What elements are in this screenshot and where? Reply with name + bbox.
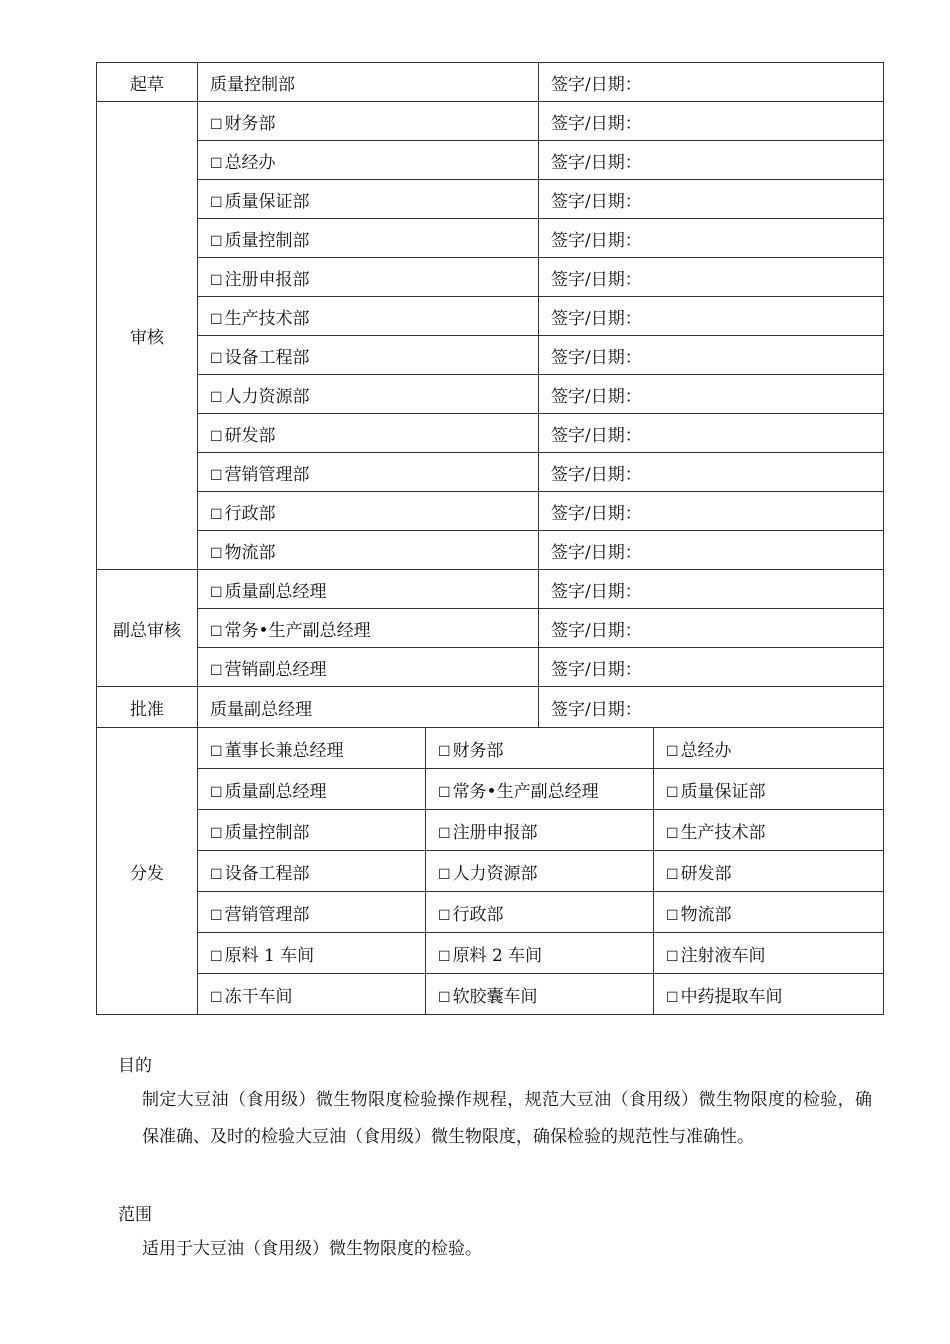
distribute-item[interactable] <box>426 728 654 769</box>
distribute-item[interactable] <box>426 933 654 974</box>
checkbox-icon[interactable]: ☐ <box>438 825 451 842</box>
review-dept-text: 研发部 <box>224 425 276 446</box>
checkbox-icon[interactable]: ☐ <box>210 155 223 172</box>
signature-date-cell[interactable] <box>539 258 884 297</box>
signature-date-cell[interactable] <box>539 609 884 648</box>
signature-date-cell-text: 签字/日期： <box>551 347 642 368</box>
checkbox-icon[interactable]: ☐ <box>438 989 451 1006</box>
review-dept[interactable] <box>198 531 539 570</box>
review-dept-text: 设备工程部 <box>224 347 310 368</box>
signature-date-cell[interactable] <box>539 219 884 258</box>
checkbox-icon[interactable]: ☐ <box>666 743 679 760</box>
checkbox-icon[interactable]: ☐ <box>210 506 223 523</box>
checkbox-icon[interactable]: ☐ <box>666 784 679 801</box>
checkbox-icon[interactable]: ☐ <box>210 623 223 640</box>
review-dept[interactable] <box>198 258 539 297</box>
table-row <box>97 974 884 1015</box>
checkbox-icon[interactable]: ☐ <box>210 825 223 842</box>
table-row <box>97 63 884 102</box>
distribute-item-text: 行政部 <box>452 904 504 925</box>
distribute-item-text: 质量控制部 <box>224 822 310 843</box>
checkbox-icon[interactable]: ☐ <box>438 866 451 883</box>
table-row <box>97 453 884 492</box>
review-dept[interactable] <box>198 102 539 141</box>
signature-date-cell[interactable] <box>539 414 884 453</box>
checkbox-icon[interactable]: ☐ <box>666 989 679 1006</box>
approval-table <box>96 62 884 1015</box>
signature-date-cell-text: 签字/日期： <box>551 542 642 563</box>
signature-date-cell-text: 签字/日期： <box>551 659 642 680</box>
table-row <box>97 336 884 375</box>
vp-review-person-text: 质量副总经理 <box>224 581 327 602</box>
table-row <box>97 180 884 219</box>
distribute-item-text: 生产技术部 <box>680 822 766 843</box>
distribute-item[interactable] <box>198 892 426 933</box>
checkbox-icon[interactable]: ☐ <box>210 743 223 760</box>
distribute-item-text: 质量保证部 <box>680 781 766 802</box>
distribute-item-text: 营销管理部 <box>224 904 310 925</box>
draft-dept-text: 质量控制部 <box>210 74 295 95</box>
vp-review-person[interactable] <box>198 570 539 609</box>
table-row <box>97 851 884 892</box>
review-dept-text: 营销管理部 <box>224 464 310 485</box>
signature-date-cell[interactable] <box>539 297 884 336</box>
checkbox-icon[interactable]: ☐ <box>210 907 223 924</box>
distribute-item[interactable] <box>654 892 884 933</box>
distribute-item-text: 常务•生产副总经理 <box>452 781 599 802</box>
signature-date-cell-text: 签字/日期： <box>551 269 642 290</box>
distribute-item-text: 原料 2 车间 <box>452 945 543 966</box>
table-row <box>97 892 884 933</box>
review-dept[interactable] <box>198 453 539 492</box>
checkbox-icon[interactable]: ☐ <box>210 545 223 562</box>
approve-person <box>198 687 539 728</box>
distribute-item[interactable] <box>426 810 654 851</box>
review-dept[interactable] <box>198 336 539 375</box>
distribute-item-text: 注册申报部 <box>452 822 538 843</box>
distribute-item-text: 财务部 <box>452 740 504 761</box>
table-row <box>97 687 884 728</box>
distribute-item[interactable] <box>198 933 426 974</box>
review-dept-text: 质量控制部 <box>224 230 310 251</box>
purpose-heading: 目的 <box>118 1056 152 1076</box>
signature-date-cell-text: 签字/日期： <box>551 308 642 329</box>
review-dept[interactable] <box>198 180 539 219</box>
distribute-item-text: 总经办 <box>680 740 732 761</box>
review-label-text: 审核 <box>130 328 164 348</box>
signature-date-cell[interactable] <box>539 570 884 609</box>
checkbox-icon[interactable]: ☐ <box>210 784 223 801</box>
distribute-item[interactable] <box>198 728 426 769</box>
distribute-item-text: 设备工程部 <box>224 863 310 884</box>
distribute-item[interactable] <box>654 810 884 851</box>
draft-dept <box>198 63 539 102</box>
review-dept-text: 注册申报部 <box>224 269 310 290</box>
checkbox-icon[interactable]: ☐ <box>438 743 451 760</box>
distribute-item[interactable] <box>198 851 426 892</box>
signature-date-cell-text: 签字/日期： <box>551 191 642 212</box>
distribute-item-text: 研发部 <box>680 863 732 884</box>
signature-date-cell[interactable] <box>539 180 884 219</box>
scope-heading: 范围 <box>118 1205 152 1225</box>
vp-review-label <box>97 570 198 687</box>
review-dept-text: 质量保证部 <box>224 191 310 212</box>
distribute-item[interactable] <box>654 728 884 769</box>
checkbox-icon[interactable]: ☐ <box>438 948 451 965</box>
scope-text: 适用于大豆油（食用级）微生物限度的检验。 <box>142 1239 482 1259</box>
table-row <box>97 375 884 414</box>
checkbox-icon[interactable]: ☐ <box>210 467 223 484</box>
checkbox-icon[interactable]: ☐ <box>210 989 223 1006</box>
table-row <box>97 531 884 570</box>
table-row <box>97 570 884 609</box>
signature-date-cell-text: 签字/日期： <box>551 581 642 602</box>
distribute-item-text: 软胶囊车间 <box>452 986 538 1007</box>
distribute-item-text: 董事长兼总经理 <box>224 740 344 761</box>
checkbox-icon[interactable]: ☐ <box>438 907 451 924</box>
checkbox-icon[interactable]: ☐ <box>210 350 223 367</box>
review-dept-text: 物流部 <box>224 542 276 563</box>
distribute-item[interactable] <box>198 769 426 810</box>
signature-date-cell-text: 签字/日期： <box>551 503 642 524</box>
distribute-item[interactable] <box>654 933 884 974</box>
signature-date-cell[interactable] <box>539 648 884 687</box>
signature-date-cell[interactable] <box>539 63 884 102</box>
checkbox-icon[interactable]: ☐ <box>210 194 223 211</box>
distribute-item-text: 注射液车间 <box>680 945 766 966</box>
signature-date-cell[interactable] <box>539 102 884 141</box>
vp-review-label-text: 副总审核 <box>113 620 181 641</box>
distribute-item[interactable] <box>426 769 654 810</box>
review-dept-text: 总经办 <box>224 152 276 173</box>
checkbox-icon[interactable]: ☐ <box>210 233 223 250</box>
signature-date-cell-text: 签字/日期： <box>551 464 642 485</box>
checkbox-icon[interactable]: ☐ <box>210 272 223 289</box>
review-dept-text: 行政部 <box>224 503 276 524</box>
table-row <box>97 728 884 769</box>
table-row <box>97 609 884 648</box>
checkbox-icon[interactable]: ☐ <box>210 948 223 965</box>
distribute-item[interactable] <box>654 769 884 810</box>
checkbox-icon[interactable]: ☐ <box>210 428 223 445</box>
signature-date-cell[interactable] <box>539 453 884 492</box>
review-dept[interactable] <box>198 375 539 414</box>
checkbox-icon[interactable]: ☐ <box>666 866 679 883</box>
distribute-item[interactable] <box>198 974 426 1015</box>
checkbox-icon[interactable]: ☐ <box>210 584 223 601</box>
distribute-item[interactable] <box>426 974 654 1015</box>
checkbox-icon[interactable]: ☐ <box>210 389 223 406</box>
vp-review-person-text: 营销副总经理 <box>224 659 327 680</box>
review-dept-text: 生产技术部 <box>224 308 310 329</box>
table-row <box>97 414 884 453</box>
signature-date-cell[interactable] <box>539 687 884 728</box>
vp-review-person[interactable] <box>198 609 539 648</box>
signature-date-cell-text: 签字/日期： <box>551 74 642 95</box>
review-dept[interactable] <box>198 492 539 531</box>
review-label <box>97 102 198 570</box>
signature-date-cell-text: 签字/日期： <box>551 699 642 720</box>
purpose-text: 制定大豆油（食用级）微生物限度检验操作规程，规范大豆油（食用级）微生物限度的检验，确保准确、及时的检验大豆油（食用级）微生物限度，确保检验的规范性与准确性。 <box>142 1090 872 1147</box>
review-dept[interactable] <box>198 297 539 336</box>
signature-date-cell-text: 签字/日期： <box>551 230 642 251</box>
signature-date-cell[interactable] <box>539 492 884 531</box>
distribute-item[interactable] <box>654 851 884 892</box>
signature-date-cell-text: 签字/日期： <box>551 152 642 173</box>
signature-date-cell[interactable] <box>539 336 884 375</box>
review-dept-text: 人力资源部 <box>224 386 310 407</box>
review-dept[interactable] <box>198 219 539 258</box>
signature-date-cell-text: 签字/日期： <box>551 425 642 446</box>
table-row <box>97 141 884 180</box>
distribute-item[interactable] <box>426 892 654 933</box>
signature-date-cell-text: 签字/日期： <box>551 113 642 134</box>
table-row <box>97 769 884 810</box>
draft-label <box>97 63 198 102</box>
distribute-item-text: 物流部 <box>680 904 732 925</box>
table-row <box>97 258 884 297</box>
review-dept-text: 财务部 <box>224 113 276 134</box>
table-row <box>97 933 884 974</box>
distribute-item[interactable] <box>426 851 654 892</box>
draft-label-text: 起草 <box>130 74 164 95</box>
review-dept[interactable] <box>198 141 539 180</box>
signature-date-cell[interactable] <box>539 141 884 180</box>
distribute-item-text: 中药提取车间 <box>680 986 783 1007</box>
distribute-item-text: 人力资源部 <box>452 863 538 884</box>
vp-review-person-text: 常务•生产副总经理 <box>224 620 371 641</box>
table-row <box>97 648 884 687</box>
approve-person-text: 质量副总经理 <box>210 699 312 720</box>
table-row <box>97 492 884 531</box>
approve-label <box>97 687 198 728</box>
checkbox-icon[interactable]: ☐ <box>438 784 451 801</box>
approve-label-text: 批准 <box>130 699 164 720</box>
distribute-label-text: 分发 <box>130 863 164 884</box>
checkbox-icon[interactable]: ☐ <box>666 825 679 842</box>
distribute-item-text: 冻干车间 <box>224 986 293 1007</box>
table-row <box>97 297 884 336</box>
distribute-label <box>97 728 198 1015</box>
checkbox-icon[interactable]: ☐ <box>666 948 679 965</box>
table-row <box>97 810 884 851</box>
vp-review-person[interactable] <box>198 648 539 687</box>
checkbox-icon[interactable]: ☐ <box>666 907 679 924</box>
checkbox-icon[interactable]: ☐ <box>210 116 223 133</box>
signature-date-cell-text: 签字/日期： <box>551 620 642 641</box>
table-row <box>97 219 884 258</box>
checkbox-icon[interactable]: ☐ <box>210 866 223 883</box>
signature-date-cell[interactable] <box>539 531 884 570</box>
distribute-item[interactable] <box>654 974 884 1015</box>
signature-date-cell[interactable] <box>539 375 884 414</box>
table-row <box>97 102 884 141</box>
checkbox-icon[interactable]: ☐ <box>210 311 223 328</box>
checkbox-icon[interactable]: ☐ <box>210 662 223 679</box>
distribute-item-text: 原料 1 车间 <box>224 945 315 966</box>
review-dept[interactable] <box>198 414 539 453</box>
signature-date-cell-text: 签字/日期： <box>551 386 642 407</box>
distribute-item[interactable] <box>198 810 426 851</box>
distribute-item-text: 质量副总经理 <box>224 781 327 802</box>
